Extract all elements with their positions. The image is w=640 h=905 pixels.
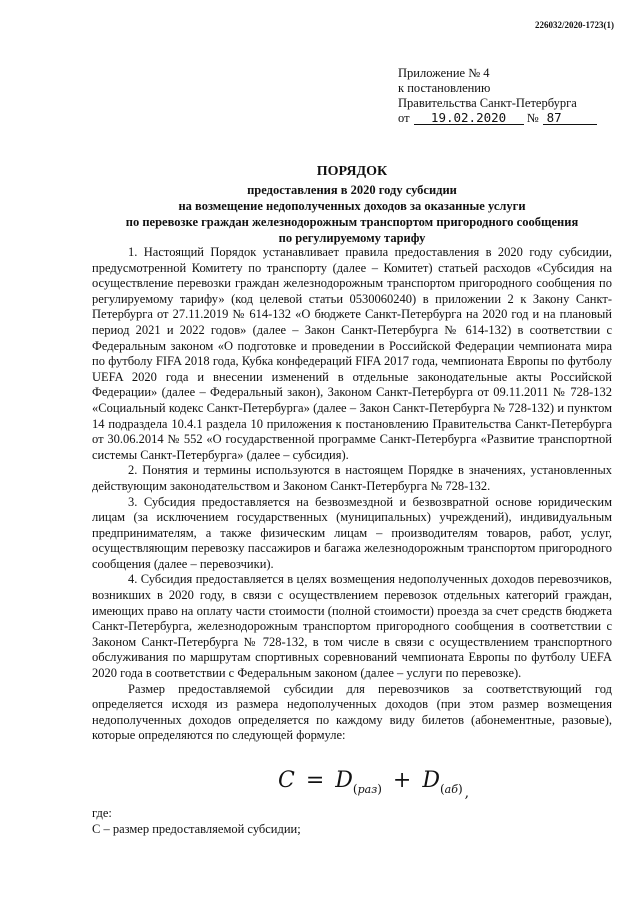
formula-sub-2: аб	[444, 783, 458, 796]
number-prefix: №	[526, 111, 539, 125]
paragraph-2: 2. Понятия и термины используются в настоящем Порядке в значениях, установленных действующим законодательством и Законом Санкт-Петербурга № 728-132.	[92, 463, 612, 493]
formula-comma: ,	[464, 785, 470, 801]
decree-date: 19.02.2020	[414, 111, 524, 125]
document-body	[92, 245, 612, 744]
where-label: где:	[92, 806, 112, 820]
date-prefix: от	[398, 111, 410, 125]
appendix-line-3: Правительства Санкт-Петербурга	[398, 96, 577, 110]
document-tail	[92, 806, 612, 837]
title-line-4: по регулируемому тарифу	[278, 231, 426, 245]
formula-term-1: D	[335, 768, 353, 793]
document-number: 226032/2020-1723(1)	[535, 20, 614, 30]
formula-lhs: C	[278, 768, 295, 793]
formula-equals: =	[305, 768, 325, 793]
formula-plus: +	[392, 768, 412, 793]
appendix-date-row	[398, 111, 597, 126]
title-line-1: предоставления в 2020 году субсидии	[247, 183, 457, 197]
paragraph-4: 4. Субсидия предоставляется в целях возмещения недополученных доходов перевозчиков, возникших в 2020 году, в связи с осуществлением перевозок отдельных категорий граждан, имеющих право на оплату части стоимости (полной стоимости) проезда за счет средств бюджета Санкт-Петербурга, железнодорожным транспортом пригородного сообщения в соответствии с Законом Санкт-Петербурга № 728-132, в том числе в связи с осуществлением транспортного обслуживания по маршрутам спортивных соревнований чемпионата Европы по футболу UEFA 2020 года в соответствии с Федеральным законом (далее – услуги по перевозке).	[92, 572, 612, 681]
formula-term-2: D	[422, 768, 440, 793]
title-line-2: на возмещение недополученных доходов за оказанные услуги	[178, 199, 526, 213]
subsidy-formula: $C = D_{(раз)} + D_{(аб)}$ $_,$	[278, 768, 470, 801]
appendix-line-2: к постановлению	[398, 81, 491, 95]
paragraph-1: 1. Настоящий Порядок устанавливает правила предоставления в 2020 году субсидии, предусмотренной Комитету по транспорту (далее – Комитет) статьей расходов «Субсидия на осуществление перевозки граждан железнодорожным транспортом пригородного сообщения по регулируемому тарифу» (код целевой статьи 0530060240) в приложении 2 к Закону Санкт-Петербурга от 27.11.2019 № 614-132 «О бюджете Санкт-Петербурга на 2020 год и на плановый период 2021 и 2022 годов» (далее – Закон Санкт-Петербурга № 614-132) в соответствии с Федеральным законом «О подготовке и проведении в Российской Федерации чемпионата мира по футболу FIFA 2018 года, Кубка конфедераций FIFA 2017 года, чемпионата Европы по футболу UEFA 2020 года и внесении изменений в отдельные законодательные акты Российской Федерации» (далее – Федеральный закон), Законом Санкт-Петербурга от 09.11.2011 № 728-132 «Социальный кодекс Санкт-Петербурга» (далее – Закон Санкт-Петербурга № 728-132) и пунктом 14 подраздела 10.4.1 раздела 10 приложения к постановлению Правительства Санкт-Петербурга от 30.06.2014 № 552 «О государственной программе Санкт-Петербурга «Развитие транспортной системы Санкт-Петербурга» (далее – субсидия).	[92, 245, 612, 462]
title-main: ПОРЯДОК	[316, 164, 388, 179]
appendix-block	[398, 66, 597, 126]
formula-sub-1: раз	[357, 783, 378, 796]
document-title	[92, 164, 612, 246]
paragraph-5: Размер предоставляемой субсидии для перевозчиков за соответствующий год определяется исходя из размера недополученных доходов (при этом размер возмещения недополученных доходов определяется по каждому виду билетов (абонементные, разовые), которые определяются по следующей формуле:	[92, 681, 612, 743]
decree-number: 87	[543, 111, 597, 125]
c-definition: С – размер предоставляемой субсидии;	[92, 821, 301, 836]
appendix-line-1: Приложение № 4	[398, 66, 490, 80]
paragraph-3: 3. Субсидия предоставляется на безвозмездной и безвозвратной основе юридическим лицам (за исключением государственных (муниципальных) учреждений), индивидуальным предпринимателям, а также физическим лицам – производителям товаров, работ, услуг, осуществляющим перевозку пассажиров и багажа железнодорожным транспортом пригородного сообщения (далее – перевозчики).	[92, 494, 612, 571]
title-line-3: по перевозке граждан железнодорожным транспортом пригородного сообщения	[125, 215, 579, 229]
